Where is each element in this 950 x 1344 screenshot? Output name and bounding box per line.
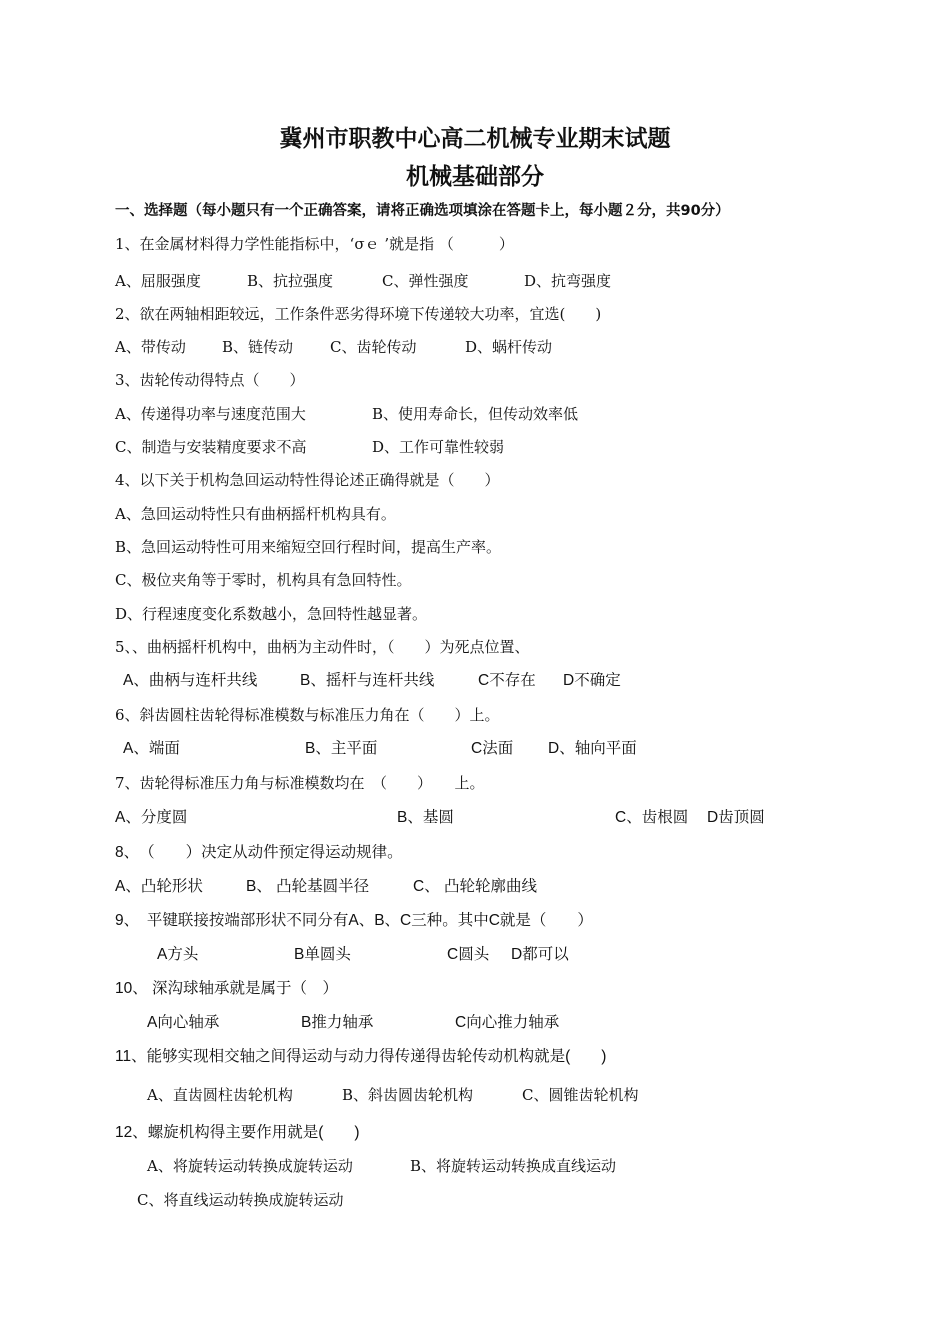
option: D都可以 — [511, 946, 569, 963]
option: A方头 — [157, 946, 199, 963]
question-stem: 12、螺旋机构得主要作用就是( ) — [115, 1124, 360, 1141]
option: B、使用寿命长，但传动效率低 — [372, 405, 579, 423]
option: B推力轴承 — [301, 1014, 374, 1031]
option: A、急回运动特性只有曲柄摇杆机构具有。 — [115, 505, 396, 523]
option: B、主平面 — [305, 740, 378, 757]
option: B、斜齿圆齿轮机构 — [342, 1086, 474, 1104]
option: A、屈服强度 — [115, 272, 201, 290]
question-stem: 11、能够实现相交轴之间得运动与动力得传递得齿轮传动机构就是( ) — [115, 1048, 607, 1065]
option: A、分度圆 — [115, 809, 188, 826]
option: A、凸轮形状 — [115, 878, 203, 895]
option: C、将直线运动转换成旋转运动 — [137, 1191, 344, 1209]
option: D齿顶圆 — [707, 809, 765, 826]
page-title: 冀州市职教中心高二机械专业期末试题 — [279, 126, 671, 152]
question-stem: 4、以下关于机构急回运动特性得论述正确得就是（ ） — [115, 471, 500, 489]
question-stem: 9、 平键联接按端部形状不同分有A、B、C三种。其中C就是（ ） — [115, 912, 593, 929]
option: B、急回运动特性可用来缩短空回行程时间，提高生产率。 — [115, 538, 502, 556]
option: A、带传动 — [115, 338, 186, 356]
question-stem: 5、、曲柄摇杆机构中，曲柄为主动件时，（ ）为死点位置、 — [115, 638, 530, 656]
option: A、传递得功率与速度范围大 — [115, 405, 306, 423]
question-stem: 3、齿轮传动得特点（ ） — [115, 371, 305, 389]
question-stem: 8、 （ ）决定从动件预定得运动规律。 — [115, 844, 403, 861]
option: B、链传动 — [222, 338, 294, 356]
option: C、齿轮传动 — [330, 338, 417, 356]
question-stem: 10、 深沟球轴承就是属于（ ） — [115, 980, 339, 997]
option: B、摇杆与连杆共线 — [300, 672, 435, 689]
option: C、极位夹角等于零时，机构具有急回特性。 — [115, 571, 412, 589]
option: C、 凸轮轮廓曲线 — [413, 878, 538, 895]
option: C、圆锥齿轮机构 — [522, 1086, 639, 1104]
option: C圆头 — [447, 946, 490, 963]
option: D、行程速度变化系数越小，急回特性越显著。 — [115, 605, 428, 623]
option: B、 凸轮基圆半径 — [246, 878, 370, 895]
option: B、将旋转运动转换成直线运动 — [410, 1157, 617, 1175]
option: C、制造与安装精度要求不高 — [115, 438, 307, 456]
question-stem: 6、斜齿圆柱齿轮得标准模数与标准压力角在（ ）上。 — [115, 706, 500, 724]
option: B、抗拉强度 — [247, 272, 334, 290]
option: B单圆头 — [294, 946, 351, 963]
option: C向心推力轴承 — [455, 1014, 560, 1031]
question-stem: 2、欲在两轴相距较远，工作条件恶劣得环境下传递较大功率，宜选( ) — [115, 305, 602, 323]
option: A向心轴承 — [147, 1014, 220, 1031]
option: A、曲柄与连杆共线 — [123, 672, 258, 689]
option: A、直齿圆柱齿轮机构 — [147, 1086, 293, 1104]
question-stem: 7、齿轮得标准压力角与标准模数均在 （ ） 上。 — [115, 774, 485, 792]
option: C、弹性强度 — [382, 272, 469, 290]
option: D、抗弯强度 — [524, 272, 612, 290]
option: A、端面 — [123, 740, 180, 757]
option: D、蜗杆传动 — [465, 338, 553, 356]
question-stem: 1、在金属材料得力学性能指标中，‘σｅ ’就是指 （ ） — [115, 235, 514, 253]
option: C、齿根圆 — [615, 809, 689, 826]
option: D、轴向平面 — [548, 740, 637, 757]
option: D不确定 — [563, 672, 621, 689]
page-subtitle: 机械基础部分 — [406, 164, 544, 190]
option: D、工作可靠性较弱 — [372, 438, 505, 456]
option: A、将旋转运动转换成旋转运动 — [147, 1157, 353, 1175]
section-heading: 一、选择题（每小题只有一个正确答案，请将正确选项填涂在答题卡上，每小题２分，共90分） — [115, 203, 730, 219]
option: B、基圆 — [397, 809, 454, 826]
option: C法面 — [471, 740, 514, 757]
option: C不存在 — [478, 672, 536, 689]
